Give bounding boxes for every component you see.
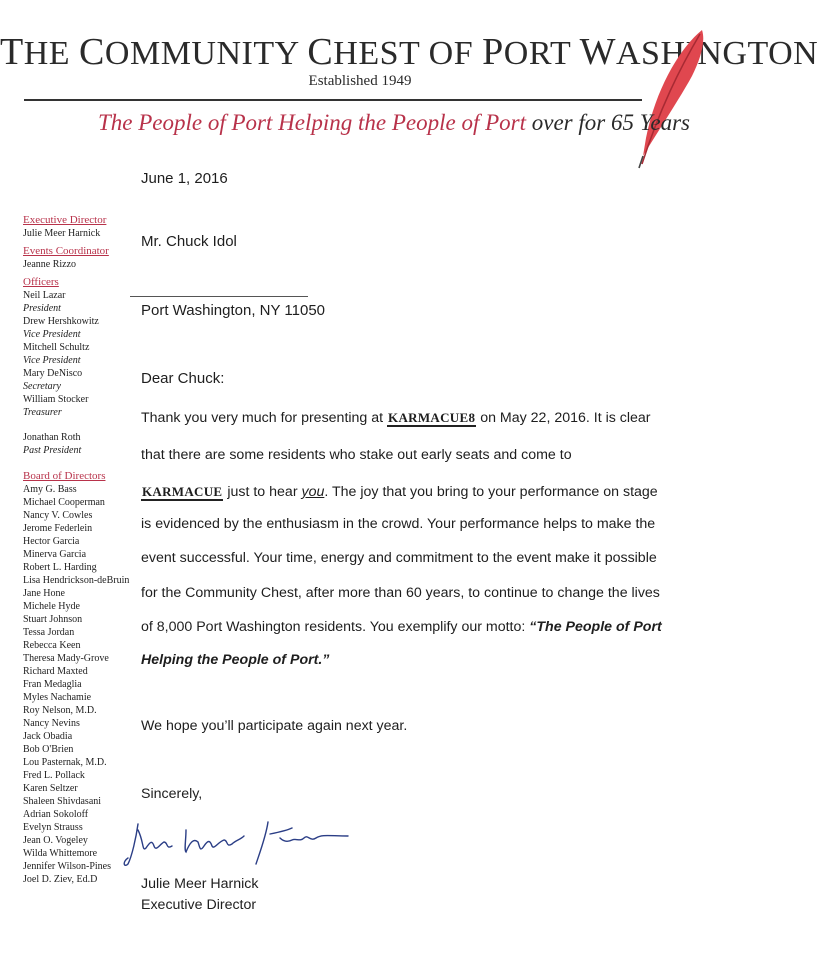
board-member: Jack Obadia bbox=[23, 731, 73, 742]
officer-name: Drew Hershkowitz bbox=[23, 316, 99, 327]
board-list bbox=[23, 483, 133, 886]
body-line-1 bbox=[141, 410, 651, 426]
board-member: Roy Nelson, M.D. bbox=[23, 705, 97, 716]
board-member: Lou Pasternak, M.D. bbox=[23, 757, 107, 768]
board-member: Michael Cooperman bbox=[23, 497, 105, 508]
title-part: ORT bbox=[503, 35, 580, 72]
past-president-name: Jonathan Roth bbox=[23, 432, 81, 443]
recipient-city-line: Port Washington, NY 11050 bbox=[141, 302, 325, 319]
board-member: Fran Medaglia bbox=[23, 679, 82, 690]
letterhead-rule bbox=[24, 99, 642, 101]
board-member: Michele Hyde bbox=[23, 601, 80, 612]
board-member: Lisa Hendrickson-deBruin bbox=[23, 575, 130, 586]
board-member: Robert L. Harding bbox=[23, 562, 97, 573]
signer-title: Executive Director bbox=[141, 897, 257, 913]
board-member: Wilda Whittemore bbox=[23, 848, 98, 859]
body-line-8 bbox=[141, 652, 329, 668]
board-member: Shaleen Shivdasani bbox=[23, 796, 102, 807]
body-line-5: event successful. Your time, energy and commitment to the event make it possible bbox=[141, 550, 657, 566]
signature-icon bbox=[120, 812, 360, 872]
board-member: Joel D. Ziev, Ed.D bbox=[23, 874, 98, 885]
letterhead-title bbox=[0, 30, 818, 74]
officer-title: Secretary bbox=[23, 381, 61, 392]
board-heading: Board of Directors bbox=[23, 470, 106, 482]
board-member: Rebecca Keen bbox=[23, 640, 81, 651]
title-initial: W bbox=[579, 31, 616, 73]
body-line-6: for the Community Chest, after more than 60 years, to continue to change the lives bbox=[141, 585, 660, 601]
executive-director-heading: Executive Director bbox=[23, 214, 107, 226]
established-line: Established 1949 bbox=[308, 73, 412, 89]
board-member: Theresa Mady-Grove bbox=[23, 653, 109, 664]
body-text: just to hear bbox=[223, 484, 302, 500]
title-part: HEST OF bbox=[333, 35, 483, 72]
board-member: Nancy Nevins bbox=[23, 718, 80, 729]
board-member: Jerome Federlein bbox=[23, 523, 93, 534]
emphasis-you: you bbox=[301, 484, 325, 500]
officer-name: Neil Lazar bbox=[23, 290, 66, 301]
motto-quote: “The People of Port bbox=[529, 619, 662, 635]
officer-title: Treasurer bbox=[23, 407, 62, 418]
officer-name: William Stocker bbox=[23, 394, 89, 405]
body-text: . The joy that you bring to your performance on stage bbox=[324, 484, 658, 500]
title-initial: C bbox=[307, 31, 334, 73]
title-initial: T bbox=[0, 31, 24, 73]
title-part: ASHINGTON bbox=[616, 35, 818, 72]
signer-name: Julie Meer Harnick bbox=[141, 876, 259, 892]
events-coordinator-heading: Events Coordinator bbox=[23, 245, 109, 257]
events-coordinator-name: Jeanne Rizzo bbox=[23, 259, 77, 270]
board-member: Bob O'Brien bbox=[23, 744, 74, 755]
board-member: Hector Garcia bbox=[23, 536, 80, 547]
board-member: Minerva Garcia bbox=[23, 549, 87, 560]
title-part: OMMUNITY bbox=[104, 35, 308, 72]
officer-title: President bbox=[23, 303, 61, 314]
body-line-7 bbox=[141, 619, 662, 635]
title-part: HE bbox=[23, 35, 80, 72]
recipient-name: Mr. Chuck Idol bbox=[141, 233, 237, 250]
body-text: of 8,000 Port Washington residents. You exemplify our motto: bbox=[141, 619, 530, 635]
officer-name: Mitchell Schultz bbox=[23, 342, 90, 353]
past-president-title: Past President bbox=[23, 445, 82, 456]
sidebar-roster bbox=[23, 213, 133, 886]
body-line-2: that there are some residents who stake out early seats and come to bbox=[141, 447, 572, 463]
board-member: Jane Hone bbox=[23, 588, 65, 599]
board-member: Jean O. Vogeley bbox=[23, 835, 88, 846]
board-member: Amy G. Bass bbox=[23, 484, 77, 495]
board-member: Stuart Johnson bbox=[23, 614, 83, 625]
address-redaction-rule bbox=[130, 296, 308, 297]
body-text: Thank you very much for presenting at bbox=[141, 410, 388, 426]
motto-quote: Helping the People of Port.” bbox=[141, 652, 330, 668]
officers-list bbox=[23, 289, 133, 419]
board-member: Evelyn Strauss bbox=[23, 822, 83, 833]
salutation: Dear Chuck: bbox=[141, 370, 225, 387]
officer-title: Vice President bbox=[23, 355, 81, 366]
board-member: Fred L. Pollack bbox=[23, 770, 85, 781]
closing-hope: We hope you’ll participate again next year. bbox=[141, 718, 408, 734]
board-member: Myles Nachamie bbox=[23, 692, 92, 703]
officer-title: Vice President bbox=[23, 329, 81, 340]
motto-line bbox=[98, 110, 690, 136]
karmacue-logo: KARMACUE8 bbox=[388, 410, 476, 425]
karmacue-logo: KARMACUE bbox=[142, 484, 223, 499]
title-initial: C bbox=[79, 31, 105, 73]
motto-red: The People of Port Helping the People of Port bbox=[98, 110, 526, 135]
officer-name: Mary DeNisco bbox=[23, 368, 83, 379]
executive-director-name: Julie Meer Harnick bbox=[23, 228, 101, 239]
body-text: on May 22, 2016. It is clear bbox=[476, 410, 651, 426]
board-member: Nancy V. Cowles bbox=[23, 510, 93, 521]
board-member: Tessa Jordan bbox=[23, 627, 75, 638]
body-line-4: is evidenced by the enthusiasm in the crowd. Your performance helps to make the bbox=[141, 516, 656, 532]
title-initial: P bbox=[482, 31, 504, 73]
board-member: Adrian Sokoloff bbox=[23, 809, 89, 820]
motto-dark: over for 65 Years bbox=[531, 110, 690, 135]
quill-feather-icon bbox=[630, 28, 710, 168]
board-member: Jennifer Wilson-Pines bbox=[23, 861, 112, 872]
closing-sincerely: Sincerely, bbox=[141, 786, 203, 802]
letter-date: June 1, 2016 bbox=[141, 170, 228, 187]
board-member: Richard Maxted bbox=[23, 666, 88, 677]
officers-heading: Officers bbox=[23, 276, 59, 288]
body-line-3 bbox=[141, 484, 658, 500]
board-member: Karen Seltzer bbox=[23, 783, 78, 794]
